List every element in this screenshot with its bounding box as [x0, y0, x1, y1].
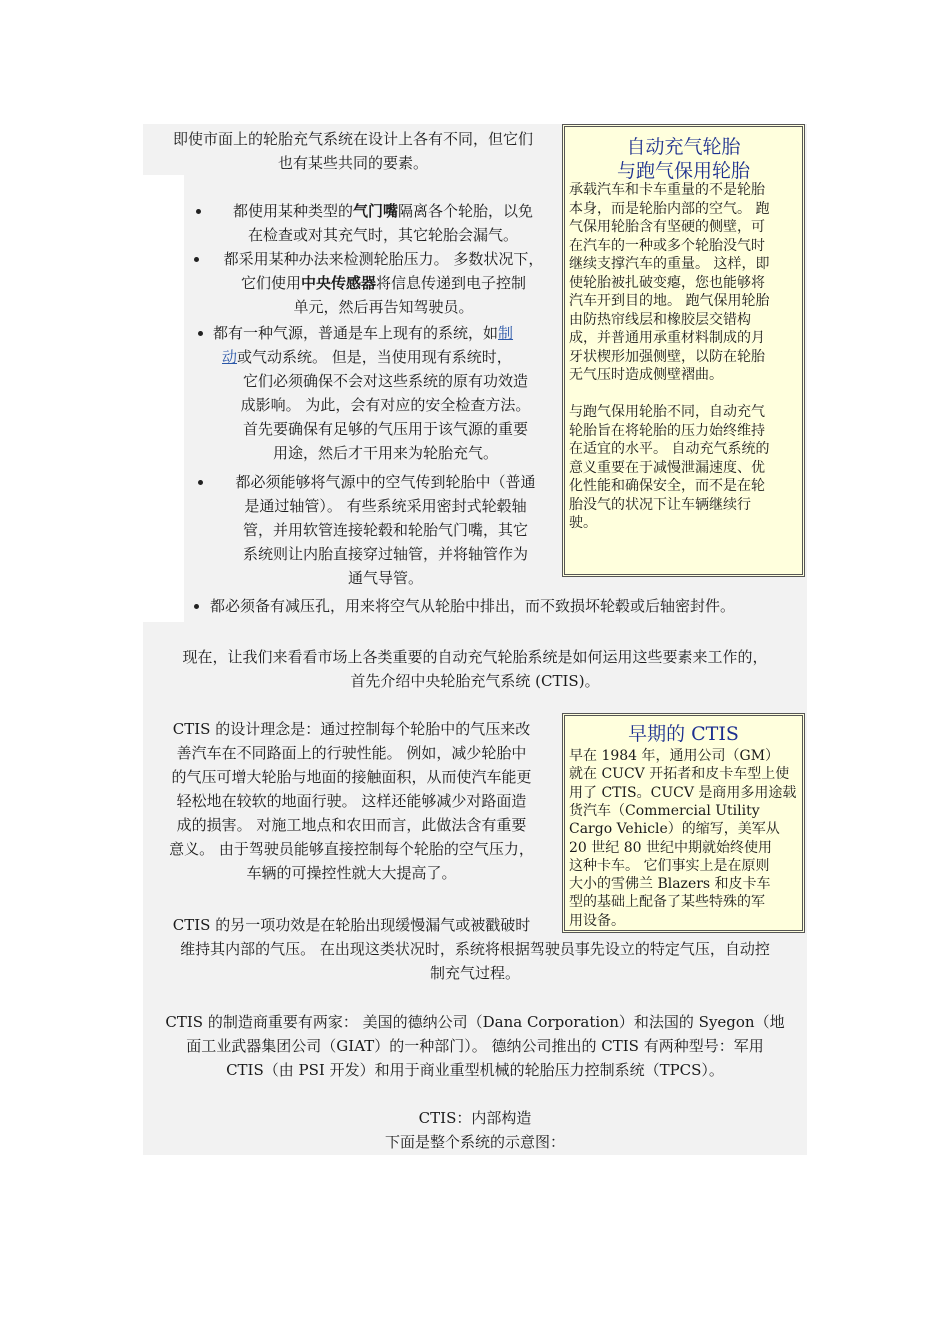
intro-line-2: 也有某些共同的要素。 — [277, 154, 428, 172]
bullet-3-line-6: 用途，然后才干用来为轮胎充气。 — [272, 444, 498, 462]
bullet-4-line-3: 管，并用软管连接轮毂和轮胎气门嘴，其它 — [242, 521, 528, 539]
transition-line-2: 首先介绍中央轮胎充气系统 (CTIS)。 — [350, 672, 600, 690]
bullet-dot — [198, 480, 203, 485]
bullet-2-line-2: 它们使用中央传感器将信息传递到电子控制 — [240, 274, 527, 292]
bullet-4-line-2: 是通过轴管）。 有些系统采用密封式轮毂轴 — [244, 497, 527, 515]
indent-strip — [143, 175, 184, 622]
intro-line-1: 即使市面上的轮胎充气系统在设计上各有不同，但它们 — [172, 130, 533, 148]
sidebar-run-flat — [562, 124, 805, 577]
sidebar-text-line: 大小的雪佛兰 Blazers 和皮卡车 — [569, 876, 771, 893]
sidebar-title: 自动充气轮胎 — [626, 136, 741, 158]
sidebar-text-line: 气保用轮胎含有坚硬的侧壁，可 — [569, 219, 765, 235]
diagram-intro: 下面是整个系统的示意图： — [384, 1133, 565, 1151]
bullet-2-line-1: 都采用某种办法来检测轮胎压力。 多数状况下， — [223, 250, 544, 268]
sidebar-text-line: 在适宜的水平。 自动充气系统的 — [569, 441, 770, 457]
bullet-dot — [194, 604, 199, 609]
sidebar-text-line: 与跑气保用轮胎不同，自动充气 — [569, 404, 765, 420]
sidebar-text-line: 轮胎旨在将轮胎的压力始终维持 — [569, 422, 765, 439]
brake-link[interactable]: 制 — [498, 324, 514, 342]
ctis-para2-line-3: 制充气过程。 — [429, 964, 520, 982]
sidebar-text-line: 用设备。 — [569, 912, 625, 929]
sidebar-text-line: 使轮胎被扎破变瘪，您也能够将 — [569, 274, 765, 291]
makers-line-1: CTIS 的制造商重要有两家： 美国的德纳公司（Dana Corporation）和法国的 Syegon（地 — [165, 1013, 785, 1031]
sidebar-text-line: 继续支撑汽车的重量。 这样，即 — [569, 256, 770, 272]
transition-line-1: 现在，让我们来看看市场上各类重要的自动充气轮胎系统是如何运用这些要素来工作的， — [182, 648, 768, 666]
bullet-5-line: 都必须备有减压孔，用来将空气从轮胎中排出，而不致损坏轮毂或后轴密封件。 — [210, 597, 736, 615]
sidebar-title: 早期的 CTIS — [628, 723, 739, 745]
valve-term: 气门嘴 — [352, 202, 398, 220]
sidebar-text-line: 就在 CUCV 开拓者和皮卡车型上使 — [569, 766, 790, 783]
sidebar-text-line: 在汽车的一种或多个轮胎没气时 — [569, 237, 765, 254]
sidebar-text-line: 由防热帘线层和橡胶层交错构 — [569, 311, 751, 328]
sidebar-text-line: 化性能和确保安全，而不是在轮 — [569, 478, 765, 494]
sidebar-text-line: 牙状楔形加强侧壁，以防在轮胎 — [569, 348, 765, 365]
makers-line-3: CTIS（由 PSI 开发）和用于商业重型机械的轮胎压力控制系统（TPCS）。 — [226, 1061, 724, 1079]
bullet-dot — [198, 331, 203, 336]
bullet-3-line-5: 首先要确保有足够的气压用于该气源的重要 — [242, 420, 528, 438]
sidebar-text-line: 本身，而是轮胎内部的空气。 跑 — [569, 200, 770, 217]
ctis-para1-line-6: 意义。 由于驾驶员能够直接控制每个轮胎的空气压力， — [169, 840, 534, 858]
section-heading: CTIS：内部构造 — [418, 1109, 532, 1127]
sidebar-text-line: 这种卡车。 它们事实上是在原则 — [569, 857, 770, 874]
sidebar-text-line: 汽车开到目的地。 跑气保用轮胎 — [569, 293, 770, 309]
sidebar-text-line: 无气压时造成侧壁褶曲。 — [569, 367, 723, 383]
makers-line-2: 面工业武器集团公司（GIAT）的一种部门）。 德纳公司推出的 CTIS 有两种型号：军用 — [186, 1037, 764, 1055]
bullet-3-line-2: 动或气动系统。 但是，当使用现有系统时， — [222, 348, 512, 366]
bullet-dot — [196, 209, 201, 214]
ctis-para1-line-5: 成的损害。 对施工地点和农田而言，此做法含有重要 — [176, 816, 527, 834]
sidebar-text-line: 成，并普通用承重材料制成的月 — [569, 330, 765, 346]
brake-link[interactable]: 动 — [222, 348, 238, 366]
ctis-para1-line-3: 的气压可增大轮胎与地面的接触面积，从而使汽车能更 — [171, 768, 532, 786]
central-sensor-term: 中央传感器 — [300, 274, 376, 292]
bullet-4-line-5: 通气导管。 — [347, 569, 423, 587]
sidebar-early-ctis — [562, 713, 805, 933]
bullet-dot — [194, 257, 199, 262]
bullet-1-line-1: 都使用某种类型的气门嘴隔离各个轮胎，以免 — [232, 202, 534, 220]
sidebar-text-line: 用了 CTIS。CUCV 是商用多用途载 — [569, 784, 797, 801]
sidebar-text-line: 型的基础上配备了某些特殊的军 — [569, 894, 765, 911]
sidebar-text-line: 意义重要在于减慢泄漏速度、优 — [569, 459, 765, 476]
ctis-para2-line-1: CTIS 的另一项功效是在轮胎出现缓慢漏气或被戳破时 — [172, 916, 531, 934]
bullet-4-line-4: 系统则让内胎直接穿过轴管，并将轴管作为 — [242, 545, 528, 563]
sidebar-text-line: 胎没气的状况下让车辆继续行 — [569, 496, 751, 513]
sidebar-text-line: 承载汽车和卡车重量的不是轮胎 — [569, 182, 765, 198]
ctis-para2-line-2: 维持其内部的气压。 在出现这类状况时，系统将根据驾驶员事先设立的特定气压，自动控 — [180, 940, 770, 958]
ctis-para1-line-7: 车辆的可操控性就大大提高了。 — [246, 864, 457, 882]
sidebar-text-line: Cargo Vehicle）的缩写，美军从 — [569, 821, 780, 838]
ctis-para1-line-2: 善汽车在不同路面上的行驶性能。 例如，减少轮胎中 — [176, 744, 527, 762]
bullet-4-line-1: 都必须能够将气源中的空气传到轮胎中（普通 — [235, 473, 536, 491]
bullet-2-line-3: 单元，然后再告知驾驶员。 — [293, 298, 474, 316]
bullet-3-line-4: 成影响。 为此，会有对应的安全检查方法。 — [240, 396, 531, 414]
sidebar-text-line: 20 世纪 80 世纪中期就始终使用 — [569, 839, 772, 856]
bullet-1-line-2: 在检查或对其充气时，其它轮胎会漏气。 — [247, 226, 518, 244]
sidebar-title: 与跑气保用轮胎 — [616, 160, 750, 182]
ctis-para1-line-1: CTIS 的设计理念是：通过控制每个轮胎中的气压来改 — [172, 720, 531, 738]
sidebar-text-line: 驶。 — [569, 515, 597, 531]
bullet-3-line-1: 都有一种气源，普通是车上现有的系统，如制 — [213, 324, 514, 342]
bullet-3-line-3: 它们必须确保不会对这些系统的原有功效造 — [242, 372, 528, 390]
ctis-para1-line-4: 轻松地在较软的地面行驶。 这样还能够减少对路面造 — [176, 792, 527, 810]
sidebar-text-line: 货汽车（Commercial Utility — [569, 802, 760, 819]
sidebar-text-line: 早在 1984 年，通用公司（GM） — [569, 748, 780, 764]
